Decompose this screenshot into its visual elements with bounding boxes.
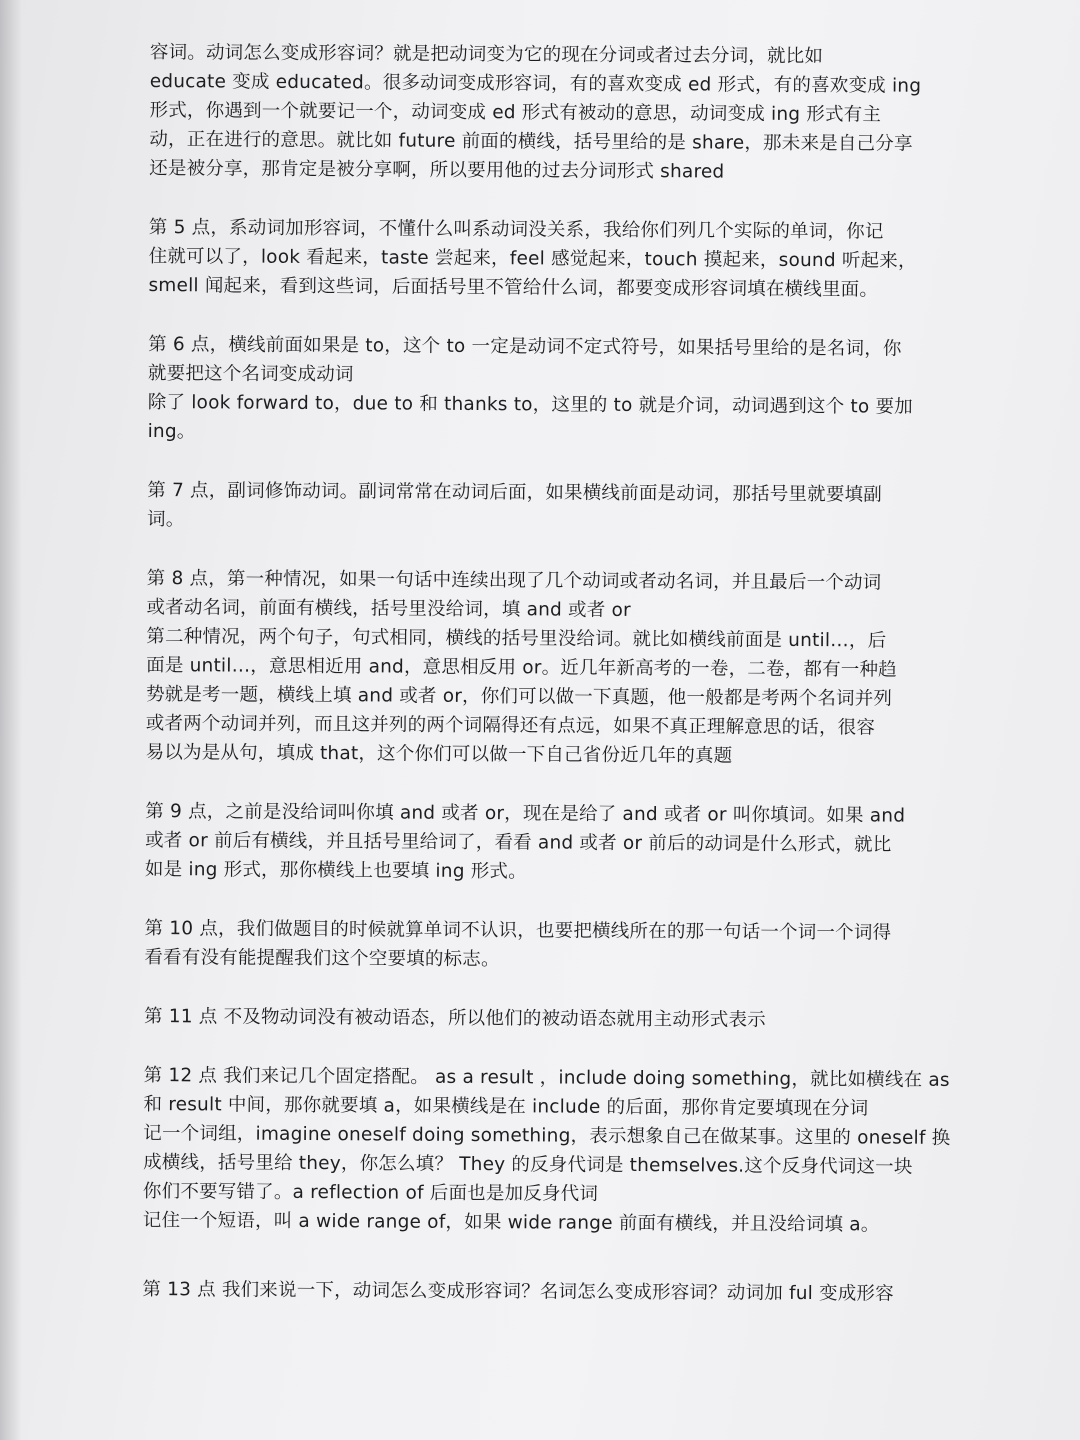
text-line: 和 result 中间，那你就要填 a，如果横线是在 include 的后面，那你肯定要填现在分词 (143, 1093, 869, 1120)
paragraph-point-12 (143, 1061, 1014, 1240)
text-line: 第 9 点，之前是没给词叫你填 and 或者 or，现在是给了 and 或者 or 叫你填词。如果 and (145, 800, 906, 827)
paragraph-point-10 (144, 914, 1014, 977)
text-line: 第 11 点 不及物动词没有被动语态，所以他们的被动语态就用主动形式表示 (143, 1005, 766, 1031)
document-body (142, 38, 1020, 1339)
text-line: 第 5 点，系动词加形容词，不懂什么叫系动词没关系，我给你们列几个实际的单词，你记 (148, 216, 884, 243)
paragraph-intro (149, 38, 1020, 188)
text-line: 第 10 点，我们做题目的时候就算单词不认识，也要把横线所在的那一句话一个词一个词得 (144, 917, 892, 944)
paragraph-point-13 (142, 1275, 1012, 1309)
text-line: 或者 or 前后有横线，并且括号里给词了，看看 and 或者 or 前后的动词是什么形式，就比 (145, 829, 892, 856)
text-line: 看看有没有能提醒我们这个空要填的标志。 (144, 946, 500, 971)
text-line: 记住一个短语，叫 a wide range of，如果 wide range 前面有横线，并且没给词填 a。 (142, 1209, 880, 1236)
paragraph-point-6 (148, 330, 1019, 451)
paragraph-point-8 (146, 564, 1017, 772)
text-line: 第 6 点，横线前面如果是 to，这个 to 一定是动词不定式符号，如果括号里给的是名词，你 (148, 333, 902, 360)
text-line: educate 变成 educated。很多动词变成形容词，有的喜欢变成 ed 形式，有的喜欢变成 ing (149, 70, 922, 97)
text-line: 住就可以了，look 看起来，taste 尝起来，feel 感觉起来，touch 摸起来，sound 听起来， (148, 245, 917, 272)
text-line: 第 8 点，第一种情况，如果一句话中连续出现了几个动词或者动名词，并且最后一个动词 (146, 567, 882, 594)
text-line: 除了 look forward to，due to 和 thanks to，这里的 to 就是介词，动词遇到这个 to 要加 (147, 391, 913, 418)
text-line: smell 闻起来，看到这些词，后面括号里不管给什么词，都要变成形容词填在横线里面。 (148, 274, 879, 301)
text-line: 你们不要写错了。a reflection of 后面也是加反身代词 (142, 1180, 599, 1205)
page-edge-shadow (0, 0, 22, 1440)
text-line: ing。 (147, 420, 196, 443)
text-line: 就要把这个名词变成动词 (147, 362, 354, 386)
text-line: 成横线，括号里给 they，你怎么填？ They 的反身代词是 themselves.这个反身代词这一块 (143, 1151, 913, 1178)
text-line: 第 7 点，副词修饰动词。副词常常在动词后面，如果横线前面是动词，那括号里就要填副 (147, 479, 883, 506)
text-line: 易以为是从句，填成 that，这个你们可以做一下自己省份近几年的真题 (145, 741, 733, 767)
text-line: 面是 until…，意思相近用 and，意思相反用 or。近几年新高考的一卷，二卷，都有一种趋 (146, 654, 897, 681)
paragraph-point-7 (147, 476, 1017, 539)
text-line: 还是被分享，那肯定是被分享啊，所以要用他的过去分词形式 shared (149, 157, 725, 183)
text-line: 词。 (146, 508, 185, 531)
text-line: 记一个词组，imagine oneself doing something，表示想象自己在做某事。这里的 oneself 换 (143, 1122, 951, 1149)
text-line: 或者动名词，前面有横线，括号里没给词，填 and 或者 or (146, 596, 631, 621)
text-line: 势就是考一题，横线上填 and 或者 or，你们可以做一下真题，他一般都是考两个名词并列 (145, 683, 893, 710)
text-line: 第二种情况，两个句子，句式相同，横线的括号里没给词。就比如横线前面是 until…，后 (146, 625, 887, 652)
text-line: 或者两个动词并列，而且这并列的两个词隔得还有点远，如果不真正理解意思的话，很容 (145, 712, 876, 739)
text-line: 如是 ing 形式，那你横线上也要填 ing 形式。 (144, 858, 527, 883)
paragraph-point-11 (144, 1002, 1014, 1036)
paragraph-point-9 (145, 797, 1016, 889)
text-line: 动，正在进行的意思。就比如 future 前面的横线，括号里给的是 share，那未来是自己分享 (149, 128, 913, 155)
paragraph-point-5 (148, 213, 1019, 305)
text-line: 形式，你遇到一个就要记一个，动词变成 ed 形式有被动的意思，动词变成 ing 形式有主 (149, 99, 882, 126)
text-line: 第 12 点 我们来记几个固定搭配。 as a result ，include doing something，就比如横线在 as (143, 1064, 950, 1091)
text-line: 第 13 点 我们来说一下，动词怎么变成形容词？名词怎么变成形容词？动词加 ful 变成形容 (142, 1278, 894, 1305)
text-line: 容词。动词怎么变成形容词？就是把动词变为它的现在分词或者过去分词，就比如 (149, 41, 824, 68)
